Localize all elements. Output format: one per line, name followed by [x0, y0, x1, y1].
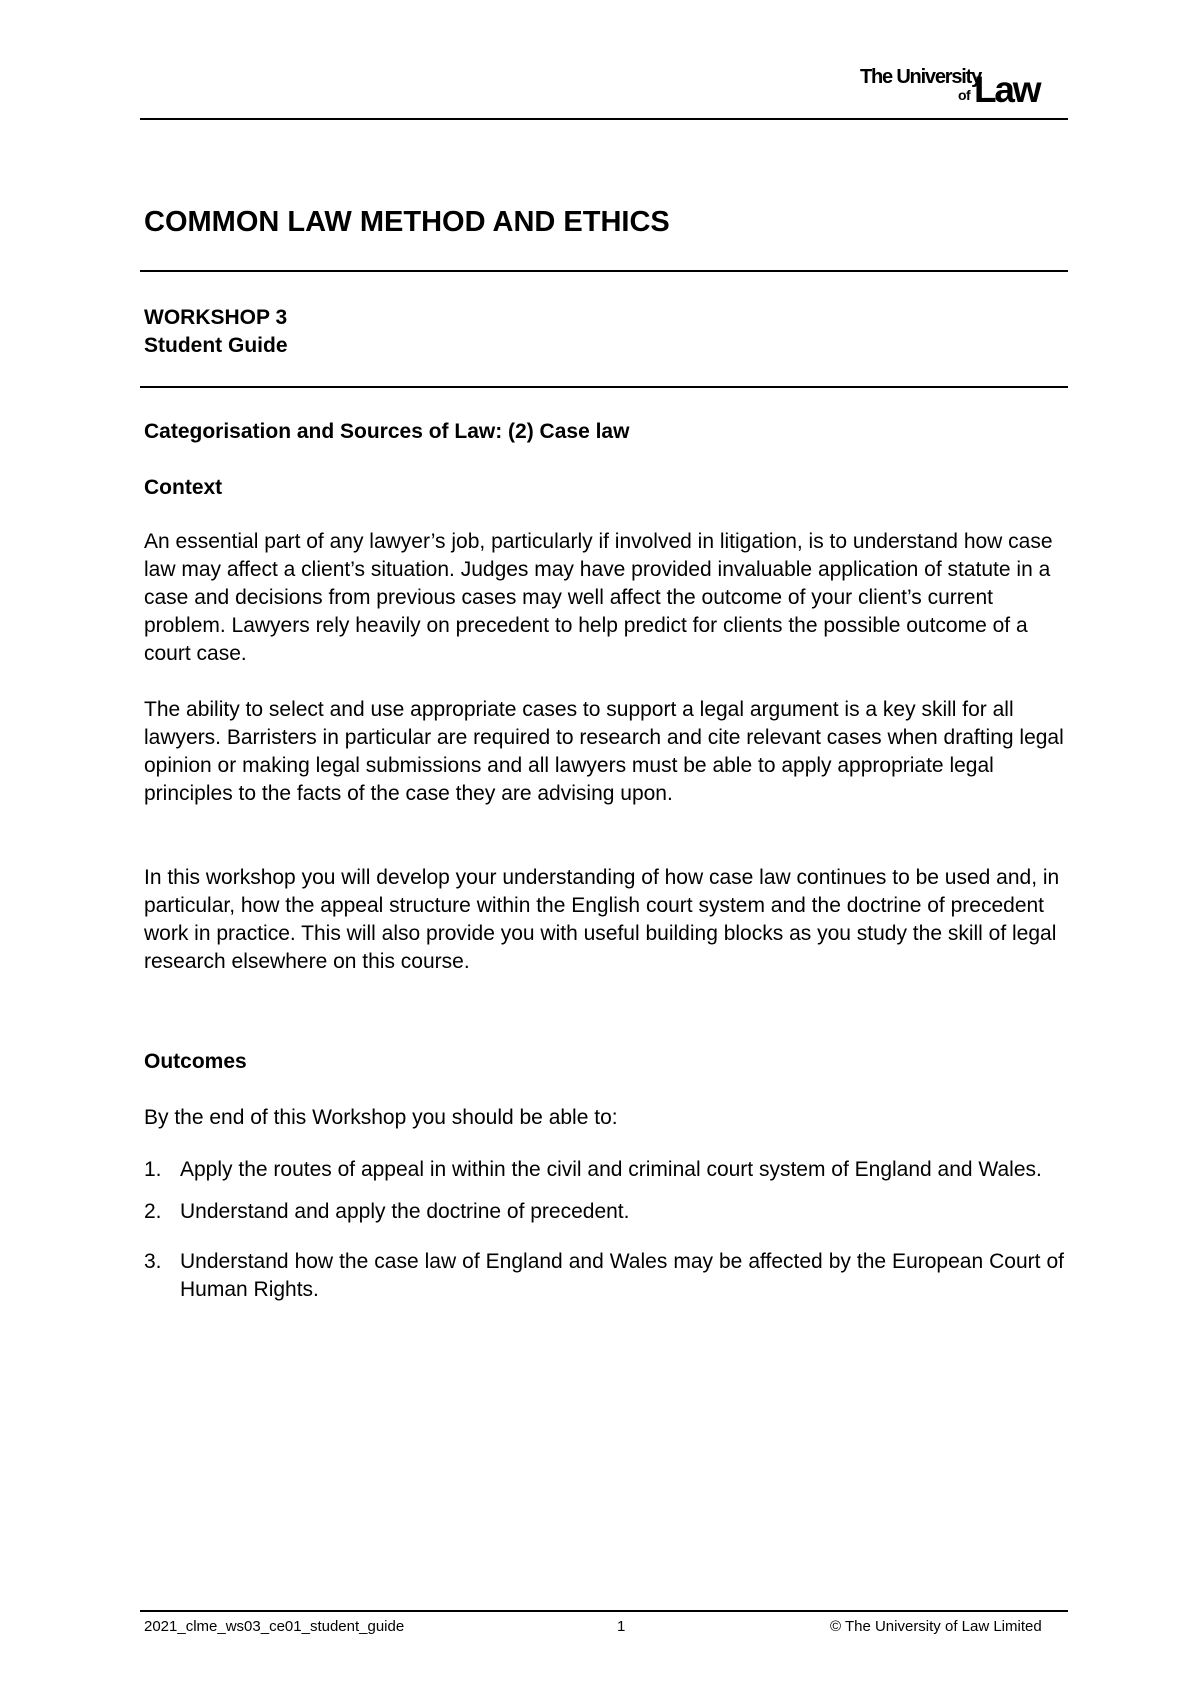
context-paragraph-1: An essential part of any lawyer’s job, particularly if involved in litigation, is to understand how case law may affect a client’s situation. Judges may have provided invaluable application of statute in a case and decisions from previous cases may well affect the outcome of your client’s current problem. Lawyers rely heavily on precedent to help predict for clients the possible outcome of a court case. [144, 530, 1053, 665]
outcome-item [144, 1198, 1064, 1226]
workshop-divider [140, 386, 1068, 388]
footer-divider [140, 1610, 1068, 1612]
workshop-subtitle: Student Guide [144, 334, 288, 357]
logo-text-university: The University [860, 66, 982, 88]
outcomes-list [144, 1156, 1064, 1304]
footer-page-number: 1 [617, 1618, 626, 1635]
outcome-number: 2. [144, 1200, 162, 1223]
outcome-text: Understand and apply the doctrine of precedent. [180, 1200, 630, 1223]
section-heading: Categorisation and Sources of Law: (2) Case law [144, 420, 630, 443]
outcome-item [144, 1156, 1064, 1184]
logo-text-law: Law [974, 69, 1040, 110]
outcome-text: Understand how the case law of England and Wales may be affected by the European Court of Human Rights. [180, 1250, 1064, 1301]
context-heading: Context [144, 476, 223, 499]
context-paragraph-3: In this workshop you will develop your understanding of how case law continues to be used and, in particular, how the appeal structure within the English court system and the doctrine of precedent work in practice. This will also provide you with useful building blocks as you study the skill of legal research elsewhere on this course. [144, 866, 1060, 973]
outcomes-intro: By the end of this Workshop you should be able to: [144, 1106, 618, 1129]
title-divider [140, 270, 1068, 272]
outcomes-heading: Outcomes [144, 1050, 247, 1073]
logo-text-of: of [958, 87, 971, 103]
outcome-text: Apply the routes of appeal in within the civil and criminal court system of England and Wales. [180, 1158, 1042, 1181]
outcome-item [144, 1248, 1064, 1304]
workshop-block [144, 304, 288, 360]
workshop-label: WORKSHOP 3 [144, 306, 288, 329]
footer-filename: 2021_clme_ws03_ce01_student_guide [144, 1618, 405, 1635]
outcome-number: 1. [144, 1158, 162, 1181]
header-divider [140, 118, 1068, 120]
university-logo [860, 66, 1068, 110]
outcome-number: 3. [144, 1250, 162, 1273]
document-title: COMMON LAW METHOD AND ETHICS [144, 206, 670, 238]
footer-copyright: © The University of Law Limited [830, 1618, 1042, 1635]
context-paragraph-2: The ability to select and use appropriate cases to support a legal argument is a key skill for all lawyers. Barristers in particular are required to research and cite relevant cases when drafting legal opinion or making legal submissions and all lawyers must be able to apply appropriate legal principles to the facts of the case they are advising upon. [144, 698, 1064, 805]
